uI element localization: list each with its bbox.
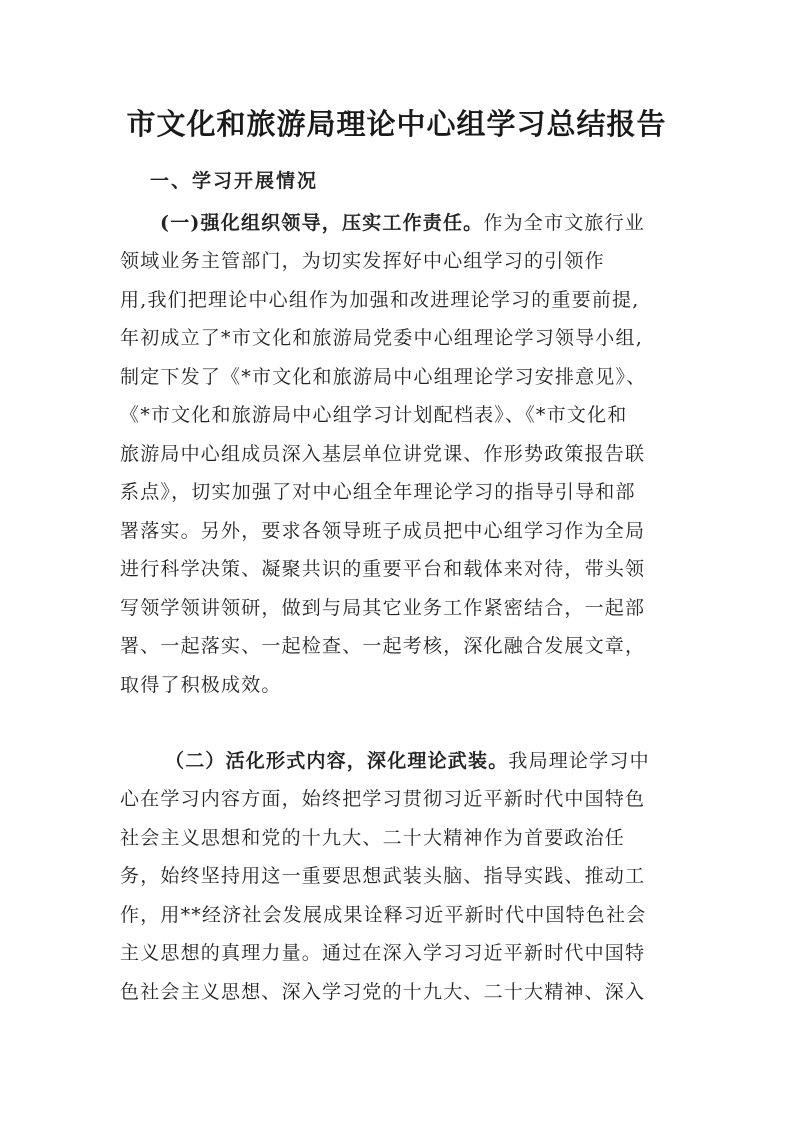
paragraph-line xyxy=(160,208,680,238)
paragraph-line: 《*市文化和旅游局中心组学习计划配档表》、《*市文化和 xyxy=(120,404,628,426)
paragraph-line: 用,我们把理论中心组作为加强和改进理论学习的重要前提, xyxy=(120,289,640,311)
paragraph-line: 作，用**经济社会发展成果诠释习近平新时代中国特色社会 xyxy=(120,904,647,926)
paragraph-line: 心在学习内容方面，始终把学习贯彻习近平新时代中国特色 xyxy=(120,788,646,810)
paragraph-line: 制定下发了《*市文化和旅游局中心组理论学习安排意见》、 xyxy=(120,366,647,388)
section-heading: 一、学习开展情况 xyxy=(150,170,319,192)
paragraph-lead: （二）活化形式内容，深化理论武装。 xyxy=(165,750,509,772)
paragraph-line: 主义思想的真理力量。通过在深入学习习近平新时代中国特 xyxy=(120,942,646,964)
paragraph-line: 旅游局中心组成员深入基层单位讲党课、作形势政策报告联 xyxy=(120,443,646,465)
paragraph-line: 务，始终坚持用这一重要思想武装头脑、指导实践、推动工 xyxy=(120,865,646,887)
paragraph-line: 署、一起落实、一起检查、一起考核，深化融合发展文章， xyxy=(120,635,646,657)
paragraph-line: 领域业务主管部门，为切实发挥好中心组学习的引领作 xyxy=(120,250,605,272)
paragraph-line: 写领学领讲领研，做到与局其它业务工作紧密结合，一起部 xyxy=(120,597,646,619)
paragraph-text: 我局理论学习中 xyxy=(508,750,650,772)
paragraph-line: 署落实。另外，要求各领导班子成员把中心组学习作为全局 xyxy=(120,520,646,542)
paragraph-lead: (一)强化组织领导，压实工作责任。 xyxy=(160,212,484,234)
paragraph-text: 作为全市文旅行业 xyxy=(483,212,645,234)
paragraph-line xyxy=(165,746,680,776)
document-title: 市文化和旅游局理论中心组学习总结报告 xyxy=(126,107,667,141)
paragraph-line: 进行科学决策、凝聚共识的重要平台和载体来对待，带头领 xyxy=(120,558,646,580)
paragraph-line: 系点》，切实加强了对中心组全年理论学习的指导引导和部 xyxy=(120,481,636,503)
paragraph-line: 色社会主义思想、深入学习党的十九大、二十大精神、深入 xyxy=(120,981,646,1003)
paragraph-line: 年初成立了*市文化和旅游局党委中心组理论学习领导小组, xyxy=(120,327,643,349)
paragraph-line: 社会主义思想和党的十九大、二十大精神作为首要政治任 xyxy=(120,827,626,849)
paragraph-line: 取得了积极成效。 xyxy=(120,674,282,696)
